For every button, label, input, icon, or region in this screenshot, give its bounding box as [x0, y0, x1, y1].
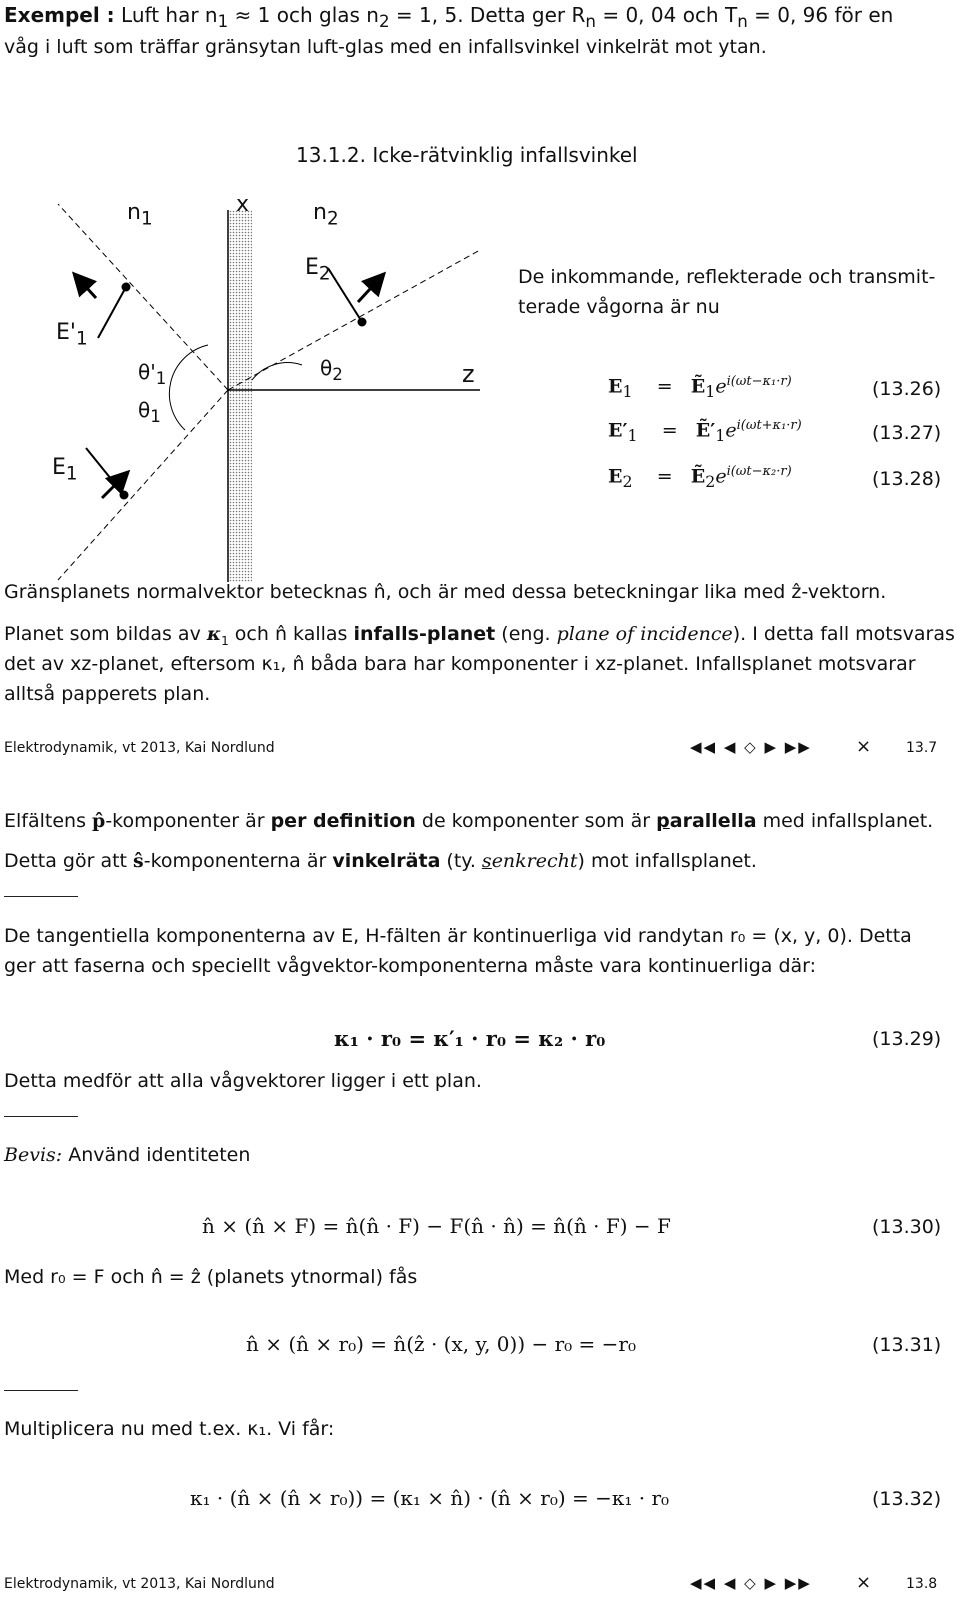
- bevis-line: [4, 1140, 250, 1171]
- angle-arc-2: [252, 363, 302, 380]
- nav-controls[interactable]: ◀◀ ◀ ◇ ▶ ▶▶: [690, 738, 812, 756]
- equation-13-29: κ₁ · r₀ = κ′₁ · r₀ = κ₂ · r₀: [334, 1026, 606, 1051]
- intro-line-1: De inkommande, reflekterade och transmit-: [518, 266, 936, 288]
- text: Använd identiteten: [62, 1144, 251, 1166]
- label-n2: [313, 200, 339, 229]
- example-text: = 0, 96 för en: [747, 3, 894, 27]
- E2-dot: [358, 318, 367, 327]
- sub: n: [737, 12, 748, 31]
- bold-term: p: [656, 810, 670, 832]
- tangential-text-line-1: De tangentiella komponenterna av E, H-fälten är kontinuerliga vid randytan r₀ = (x, y, 0). Detta: [4, 925, 912, 947]
- equation-number-13-32: (13.32): [872, 1488, 942, 1510]
- label-E2: [305, 255, 331, 284]
- angle-arc-1: [169, 345, 208, 430]
- intro-line-2: terade vågorna är nu: [518, 296, 720, 318]
- label-n1: [127, 200, 153, 229]
- transmitted-ray: [228, 250, 480, 390]
- sub: 1: [150, 407, 161, 426]
- equation-number-13-27: (13.27): [872, 422, 942, 444]
- E2-vector: [328, 268, 362, 322]
- footer-title: Elektrodynamik, vt 2013, Kai Nordlund: [4, 740, 275, 756]
- label-x: x: [236, 192, 250, 217]
- example-text: Luft har n: [121, 3, 218, 27]
- p-hat: p̂: [92, 810, 106, 832]
- italic-term: plane of incidence: [556, 623, 733, 645]
- sub: 1: [155, 369, 167, 388]
- eq-lhs: E: [608, 465, 623, 488]
- label: θ': [138, 360, 156, 384]
- text: -komponenter är: [105, 810, 271, 832]
- plane-text-line-3: alltså papperets plan.: [4, 683, 211, 705]
- text: (eng.: [495, 623, 557, 645]
- eq-exp: i(ωt−κ₁·r): [726, 374, 792, 389]
- sub: 2: [705, 472, 716, 492]
- equation-13-28: $E_2$ = $Ẽ_2e^{i(\omega t-\kappa_2\cdot r)}$: [608, 464, 792, 492]
- sub: 2: [318, 263, 331, 285]
- eq-rhs: Ẽ: [690, 375, 706, 398]
- sub: 1: [140, 208, 153, 230]
- label-theta2: [320, 356, 343, 384]
- s-hat: ŝ: [133, 850, 144, 872]
- eq-rhs: Ẽ′: [695, 419, 716, 442]
- close-icon[interactable]: ×: [856, 1572, 872, 1593]
- label-E1: [52, 455, 78, 484]
- incidence-diagram: [40, 180, 550, 600]
- plane-text-line-2: det av xz-planet, eftersom κ₁, n̂ båda bara har komponenter i xz-planet. Infallsplanet motsvarar: [4, 653, 916, 675]
- plane-text-line-1: Planet som bildas av $\kappa_1$ och n̂ kallas infalls-planet (eng. plane of incidence). I detta fall motsvaras: [4, 623, 955, 648]
- text: ). I detta fall motsvaras: [732, 623, 955, 645]
- equation-13-30: n̂ × (n̂ × F) = n̂(n̂ · F) − F(n̂ · n̂) = n̂(n̂ · F) − F: [202, 1214, 671, 1238]
- example-label: Exempel :: [4, 3, 115, 27]
- label-z: z: [462, 360, 475, 388]
- label: θ: [320, 356, 333, 380]
- E1p-arrow: [76, 276, 96, 298]
- close-icon[interactable]: ×: [856, 736, 872, 757]
- equation-number-13-26: (13.26): [872, 378, 942, 400]
- sub: 1: [217, 12, 229, 31]
- equation-number-13-29: (13.29): [872, 1028, 942, 1050]
- equation-number-13-30: (13.30): [872, 1216, 942, 1238]
- sub: 1: [622, 382, 633, 402]
- text: de komponenter som är: [415, 810, 657, 832]
- polarization-p-text: [4, 806, 933, 837]
- separator-3: [4, 1390, 78, 1391]
- E2-arrow: [358, 276, 382, 302]
- label: θ: [138, 398, 151, 422]
- E1p-vector: [98, 287, 126, 338]
- multiply-line: Multiplicera nu med t.ex. κ₁. Vi får:: [4, 1418, 335, 1440]
- text: Elfältens: [4, 810, 93, 832]
- page-number: 13.7: [906, 740, 938, 756]
- text: Detta gör att: [4, 850, 134, 872]
- sub: 2: [378, 12, 390, 31]
- E1p-dot: [122, 283, 131, 292]
- bold-term: vinkelräta: [332, 850, 441, 872]
- text: och n̂ kallas: [228, 623, 354, 645]
- italic-term: enkrecht: [491, 850, 578, 872]
- normal-vector-text: Gränsplanets normalvektor betecknas n̂, och är med dessa beteckningar lika med ẑ-vektorn.: [4, 581, 887, 603]
- equation-number-13-31: (13.31): [872, 1334, 942, 1356]
- eq-exp: i(ωt+κ₁·r): [736, 418, 802, 433]
- E1-vector: [86, 448, 124, 495]
- text: Planet som bildas av: [4, 623, 207, 645]
- plane-statement: Detta medför att alla vågvektorer ligger i ett plan.: [4, 1070, 482, 1092]
- example-text: ≈ 1 och glas n: [228, 3, 379, 27]
- sub: 2: [326, 208, 339, 230]
- sub: 1: [705, 382, 716, 402]
- label: E: [305, 255, 319, 280]
- separator-2: [4, 1116, 78, 1117]
- eq-lhs: E: [608, 375, 623, 398]
- E1-dot: [120, 491, 129, 500]
- label-theta1-prime: [138, 360, 166, 388]
- text: -komponenterna är: [143, 850, 333, 872]
- eq-rhs: Ẽ: [690, 465, 706, 488]
- equation-13-26: $E_1$ = $Ẽ_1e^{i(\omega t-\kappa_1\cdot r)}$: [608, 374, 792, 402]
- text: med infallsplanet.: [756, 810, 934, 832]
- example-text: = 1, 5. Detta ger R: [389, 3, 586, 27]
- sub: 2: [332, 365, 343, 384]
- nav-controls[interactable]: ◀◀ ◀ ◇ ▶ ▶▶: [690, 1574, 812, 1592]
- label-theta1: [138, 398, 161, 426]
- polarization-s-text: [4, 846, 757, 877]
- page-number: 13.8: [906, 1576, 938, 1592]
- label: n: [313, 200, 327, 225]
- bold-term: arallella: [669, 810, 757, 832]
- sub: n: [585, 12, 596, 31]
- equation-13-31: n̂ × (n̂ × r₀) = n̂(ẑ · (x, y, 0)) − r₀ = −r₀: [246, 1332, 636, 1356]
- bevis-label: Bevis:: [4, 1144, 63, 1166]
- label: n: [127, 200, 141, 225]
- sub: 1: [75, 328, 88, 350]
- italic-term: s: [481, 850, 492, 872]
- label-E1-prime: [56, 320, 88, 349]
- text: (ty.: [440, 850, 482, 872]
- sub: 2: [622, 472, 633, 492]
- tangential-text-line-2: ger att faserna och speciellt vågvektor-komponenterna måste vara kontinuerliga där:: [4, 955, 817, 977]
- text: ) mot infallsplanet.: [577, 850, 757, 872]
- glass-slab: [228, 210, 252, 582]
- sub: 1: [65, 463, 78, 485]
- sub: 1: [627, 426, 638, 446]
- label: E': [56, 320, 76, 345]
- footer-title: Elektrodynamik, vt 2013, Kai Nordlund: [4, 1576, 275, 1592]
- equation-number-13-28: (13.28): [872, 468, 942, 490]
- section-heading: 13.1.2. Icke-rätvinklig infallsvinkel: [296, 143, 638, 167]
- example-text: = 0, 04 och T: [595, 3, 738, 27]
- sub: 1: [221, 633, 229, 648]
- eq-lhs: E′: [608, 419, 628, 442]
- sub: 1: [715, 426, 726, 446]
- equation-13-32: κ₁ · (n̂ × (n̂ × r₀)) = (κ₁ × n̂) · (n̂ × r₀) = −κ₁ · r₀: [190, 1486, 670, 1510]
- example-line-2: våg i luft som träffar gränsytan luft-glas med en infallsvinkel vinkelrät mot ytan.: [4, 36, 767, 58]
- label: E: [52, 455, 66, 480]
- separator-1: [4, 896, 78, 897]
- eq-exp: i(ωt−κ₂·r): [726, 464, 792, 479]
- med-line: Med r₀ = F och n̂ = ẑ (planets ytnormal) fås: [4, 1266, 418, 1288]
- bold-term: per definition: [270, 810, 416, 832]
- equation-13-27: $E'_1$ = $Ẽ'_1e^{i(\omega t+\kappa_1\cdot r)}$: [608, 418, 802, 446]
- bold-term: infalls-planet: [353, 623, 496, 645]
